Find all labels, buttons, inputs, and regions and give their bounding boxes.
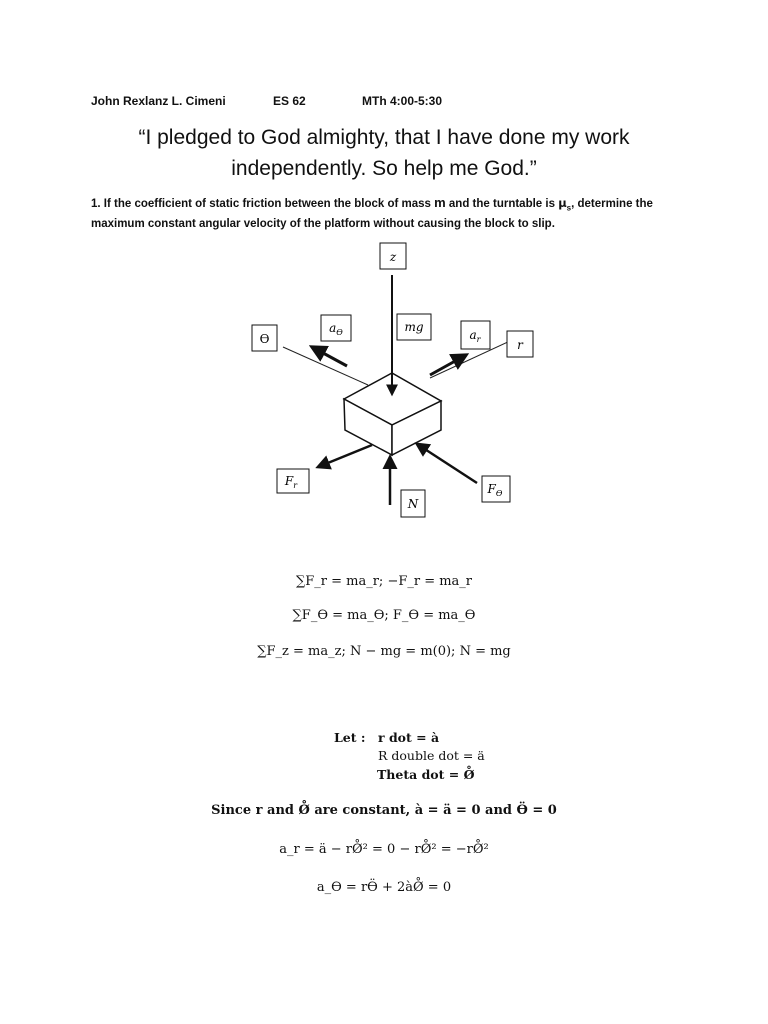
friction-theta-arrow bbox=[417, 444, 477, 483]
equation-tangential: ∑F_ϴ = ma_ϴ; F_ϴ = ma_ϴ bbox=[292, 608, 476, 623]
svg-text:Fϴ: $F_ϴ$ bbox=[487, 482, 503, 498]
label-z bbox=[380, 243, 406, 269]
label-a-theta bbox=[321, 315, 351, 341]
label-theta bbox=[252, 325, 277, 351]
svg-text:ϴ: ϴ bbox=[259, 332, 270, 346]
def-r-dot: r dot = à bbox=[378, 730, 440, 745]
label-f-theta bbox=[482, 476, 510, 502]
svg-text:z: z bbox=[389, 250, 397, 264]
a-theta-arrow bbox=[312, 347, 347, 366]
friction-r-arrow bbox=[318, 445, 372, 467]
mu-subscript: s bbox=[566, 203, 572, 213]
a-r-arrow bbox=[430, 355, 466, 375]
equation-radial: ∑F_r = ma_r; −F_r = ma_r bbox=[295, 574, 473, 589]
label-mg bbox=[397, 314, 431, 340]
def-r-double-dot: R double dot = ä bbox=[378, 748, 485, 763]
label-n bbox=[401, 490, 425, 517]
mu-symbol: μ bbox=[558, 196, 567, 210]
radial-acceleration: a_r = ä − rØ̊² = 0 − rØ̊² = −rØ̊² bbox=[279, 842, 489, 857]
constant-condition: Since r and Ø̊ are constant, à = ä = 0 and Ӫ = 0 bbox=[211, 803, 557, 818]
svg-text:ar: $a_r$ bbox=[469, 328, 481, 344]
pledge-line-1: “I pledged to God almighty, that I have done my work bbox=[138, 126, 630, 149]
let-label: Let : bbox=[334, 730, 366, 745]
svg-text:r: r bbox=[517, 338, 523, 352]
problem-text-3: , determine the maximum constant angular velocity of the platform without causing the block to slip. bbox=[91, 198, 653, 231]
course-code: ES 62 bbox=[273, 94, 306, 108]
problem-text-2: and the turntable is bbox=[445, 198, 559, 210]
student-name: John Rexlanz L. Cimeni bbox=[91, 94, 226, 108]
mass-symbol: m bbox=[434, 195, 446, 210]
equation-vertical: ∑F_z = ma_z; N − mg = m(0); N = mg bbox=[257, 644, 511, 659]
label-f-r bbox=[277, 469, 309, 493]
svg-text:Fr: $F_r$ bbox=[284, 474, 298, 490]
label-a-r bbox=[461, 321, 490, 349]
label-r bbox=[507, 331, 533, 357]
svg-text:aϴ: $a_ϴ$ bbox=[329, 321, 343, 337]
def-theta-dot: Theta dot = Ø̊ bbox=[377, 767, 475, 782]
svg-text:mg: mg bbox=[404, 320, 424, 334]
svg-text:N: N bbox=[407, 497, 419, 511]
pledge-line-2: independently. So help me God.” bbox=[231, 157, 537, 180]
class-schedule: MTh 4:00-5:30 bbox=[362, 94, 443, 108]
tangential-acceleration: a_ϴ = rӪ + 2àØ̊ = 0 bbox=[316, 880, 452, 895]
problem-text-1: 1. If the coefficient of static friction between the block of mass bbox=[91, 198, 435, 210]
